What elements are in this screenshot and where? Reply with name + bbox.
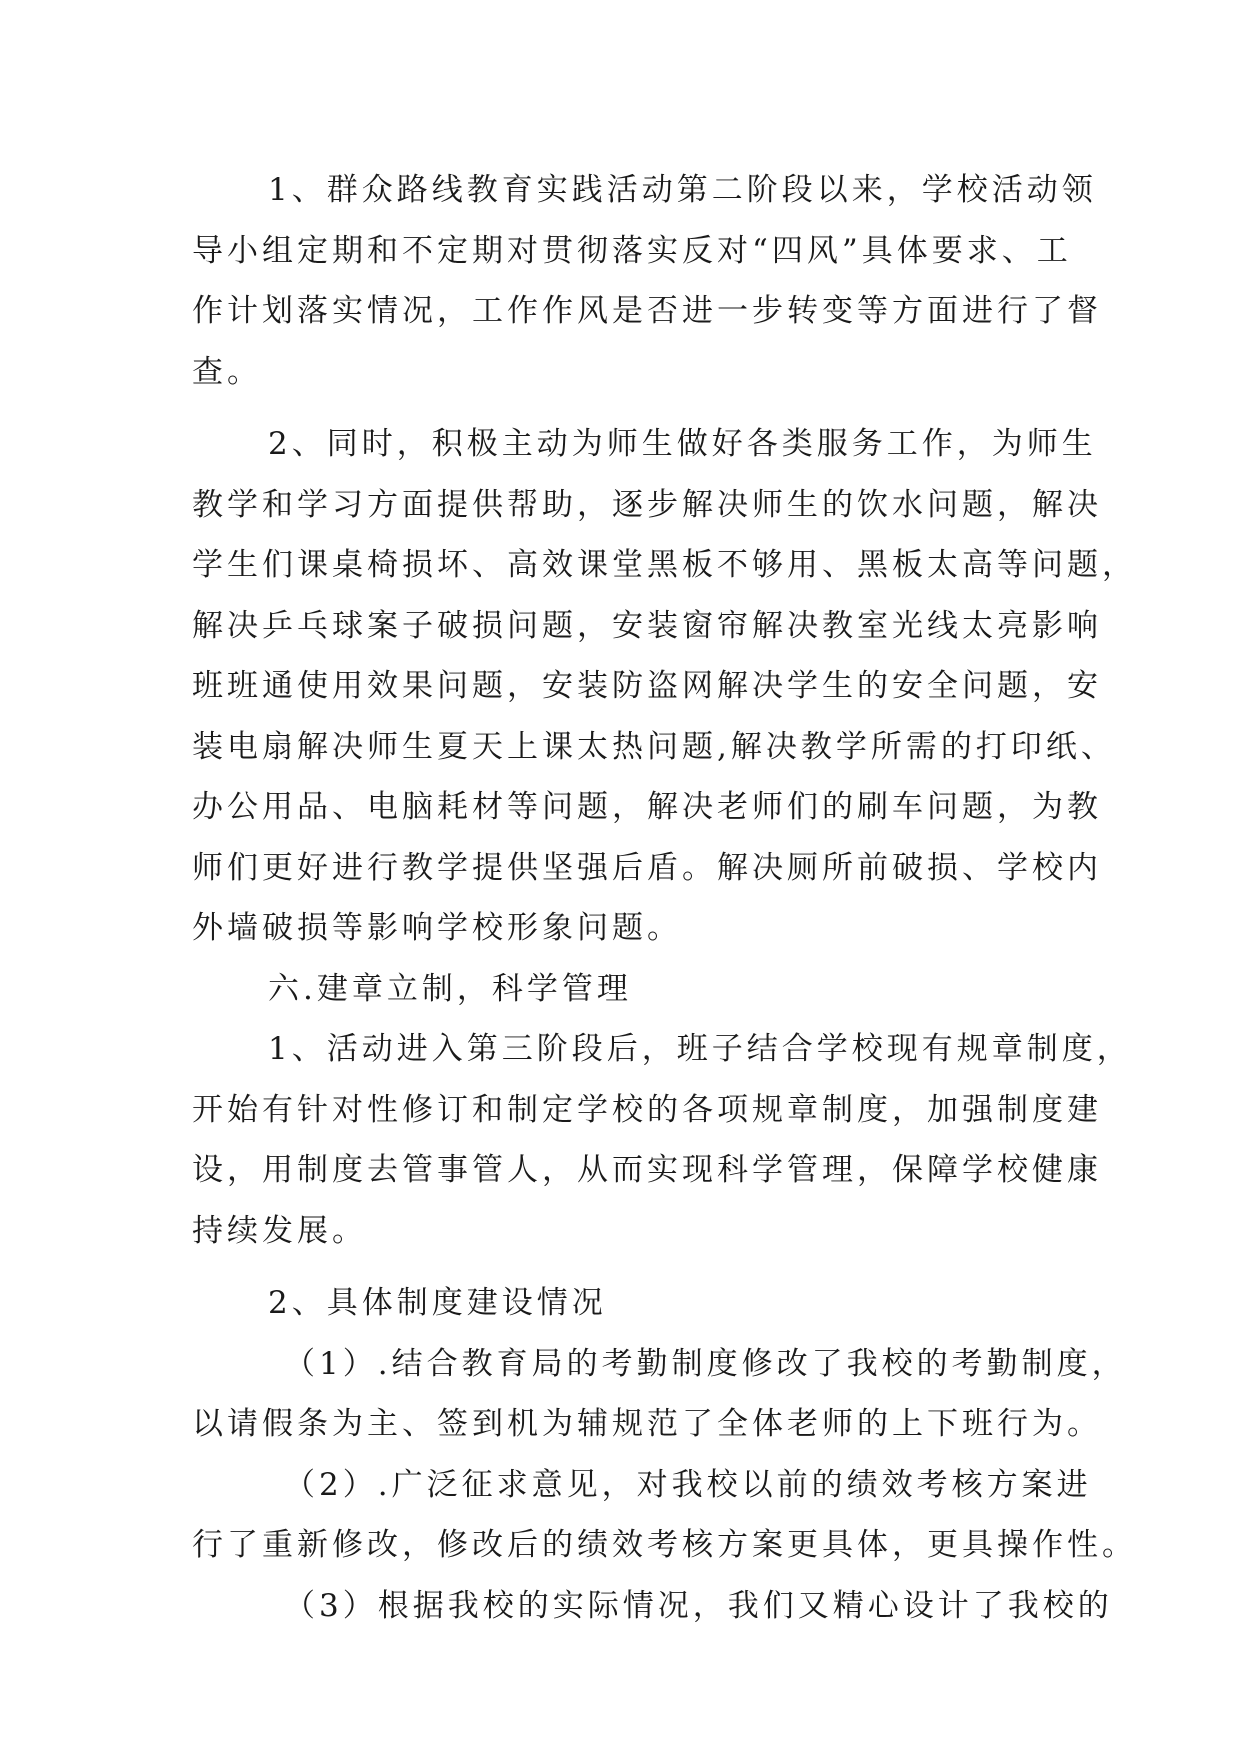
text-line: 1、活动进入第三阶段后，班子结合学校现有规章制度， xyxy=(268,1031,1132,1067)
paragraph-gap xyxy=(192,1261,1052,1273)
text-line: 以请假条为主、签到机为辅规范了全体老师的上下班行为。 xyxy=(192,1406,1102,1442)
text-line: 办公用品、电脑耗材等问题，解决老师们的刷车问题，为教 xyxy=(192,789,1102,825)
text-line: 作计划落实情况，工作作风是否进一步转变等方面进行了督 xyxy=(192,293,1102,329)
text-line: 2、同时，积极主动为师生做好各类服务工作，为师生 xyxy=(268,426,1097,462)
text-line: （2）.广泛征求意见，对我校以前的绩效考核方案进 xyxy=(284,1466,1092,1503)
text-line: 开始有针对性修订和制定学校的各项规章制度，加强制度建 xyxy=(192,1091,1102,1128)
text-line: 2、具体制度建设情况 xyxy=(268,1285,607,1321)
document-body xyxy=(192,160,1137,1636)
paragraph-gap xyxy=(192,402,1052,414)
text-line: 师们更好进行教学提供坚强后盾。解决厕所前破损、学校内 xyxy=(192,849,1102,886)
text-line: 班班通使用效果问题，安装防盗网解决学生的安全问题，安 xyxy=(192,668,1102,704)
text-line: 六.建章立制，科学管理 xyxy=(268,970,632,1007)
text-line: 外墙破损等影响学校形象问题。 xyxy=(192,910,682,946)
text-line: 持续发展。 xyxy=(192,1212,367,1249)
text-line: 装电扇解决师生夏天上课太热问题,解决教学所需的打印纸、 xyxy=(192,728,1116,765)
text-line: 学生们课桌椅损坏、高效课堂黑板不够用、黑板太高等问题， xyxy=(192,547,1137,583)
text-line: 导小组定期和不定期对贯彻落实反对“四风”具体要求、工 xyxy=(192,232,1072,269)
text-line: 设，用制度去管事管人，从而实现科学管理，保障学校健康 xyxy=(192,1152,1102,1188)
text-line: （1）.结合教育局的考勤制度修改了我校的考勤制度， xyxy=(284,1345,1127,1382)
text-line: 解决乒乓球案子破损问题，安装窗帘解决教室光线太亮影响 xyxy=(192,607,1102,644)
text-line: 教学和学习方面提供帮助，逐步解决师生的饮水问题，解决 xyxy=(192,486,1102,523)
text-line: 行了重新修改，修改后的绩效考核方案更具体，更具操作性。 xyxy=(192,1527,1137,1563)
text-line: （3）根据我校的实际情况，我们又精心设计了我校的 xyxy=(284,1587,1113,1624)
text-line: 查。 xyxy=(192,353,262,390)
text-line: 1、群众路线教育实践活动第二阶段以来，学校活动领 xyxy=(268,172,1097,208)
